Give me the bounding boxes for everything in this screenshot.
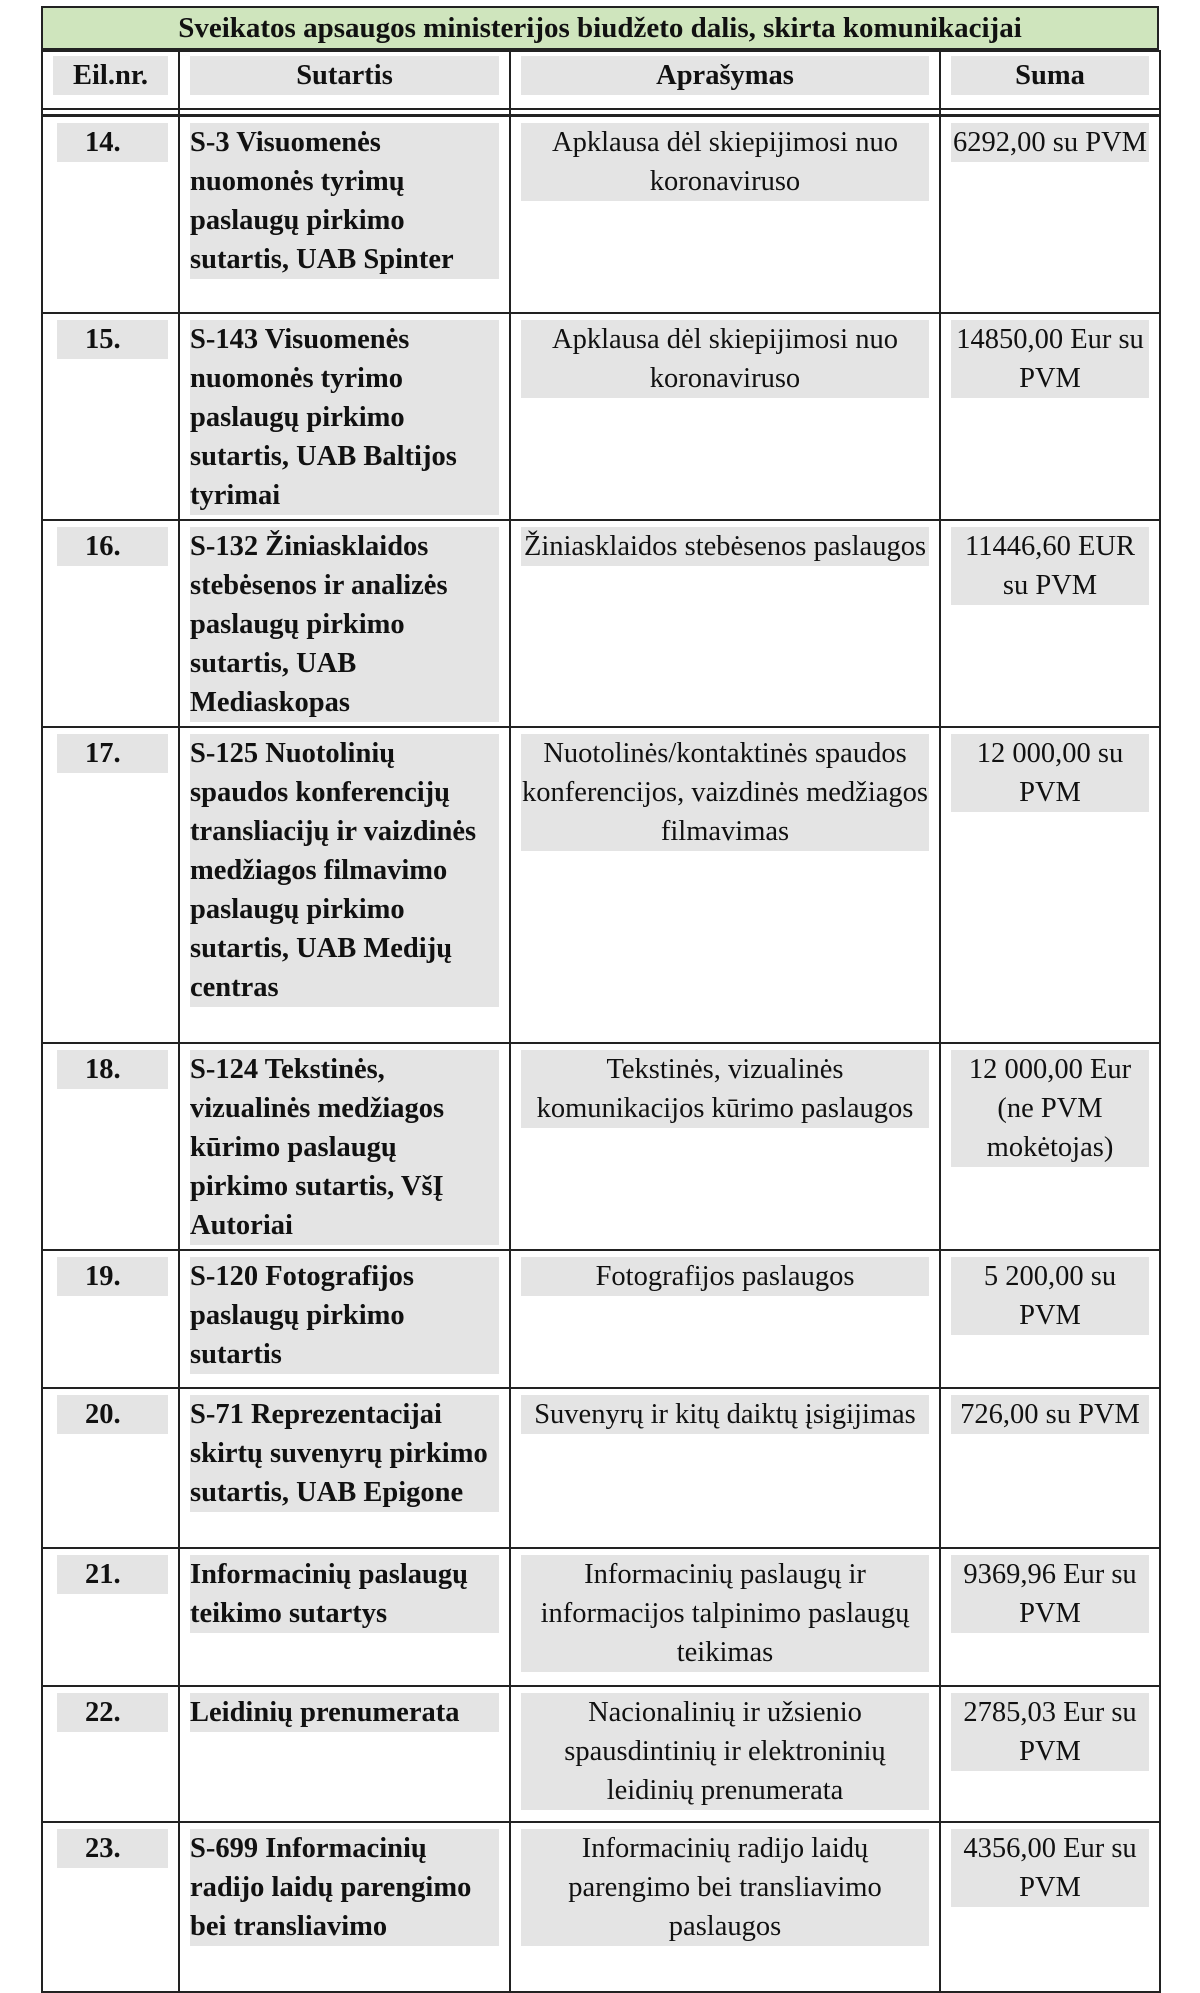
row-number: 17. [42, 727, 179, 1043]
row-description: Nacionalinių ir užsienio spausdintinių ir elektroninių leidinių prenumerata [510, 1686, 940, 1822]
table-row [42, 1388, 1160, 1548]
row-description: Nuotolinės/kontaktinės spaudos konferencijos, vaizdinės medžiagos filmavimas [510, 727, 940, 1043]
row-number: 22. [42, 1686, 179, 1822]
row-number: 19. [42, 1250, 179, 1388]
row-contract: S-125 Nuotolinių spaudos konferencijų transliacijų ir vaizdinės medžiagos filmavimo paslaugų pirkimo sutartis, UAB Medijų centras [179, 727, 510, 1043]
header-no: Eil.nr. [42, 51, 179, 109]
row-contract: S-124 Tekstinės, vizualinės medžiagos kūrimo paslaugų pirkimo sutartis, VšĮ Autoriai [179, 1043, 510, 1250]
document-table-wrapper [41, 6, 1159, 1993]
row-amount: 2785,03 Eur su PVM [940, 1686, 1160, 1822]
row-description: Informacinių paslaugų ir informacijos talpinimo paslaugų teikimas [510, 1548, 940, 1686]
header-contract: Sutartis [179, 51, 510, 109]
row-number: 15. [42, 313, 179, 520]
table-body [42, 115, 1160, 1992]
row-amount: 726,00 su PVM [940, 1388, 1160, 1548]
row-amount: 12 000,00 Eur (ne PVM mokėtojas) [940, 1043, 1160, 1250]
row-description: Informacinių radijo laidų parengimo bei transliavimo paslaugos [510, 1822, 940, 1992]
row-amount: 9369,96 Eur su PVM [940, 1548, 1160, 1686]
table-row [42, 1686, 1160, 1822]
row-amount: 14850,00 Eur su PVM [940, 313, 1160, 520]
row-amount: 4356,00 Eur su PVM [940, 1822, 1160, 1992]
row-contract: S-132 Žiniasklaidos stebėsenos ir analizės paslaugų pirkimo sutartis, UAB Mediaskopas [179, 520, 510, 727]
row-number: 16. [42, 520, 179, 727]
row-number: 23. [42, 1822, 179, 1992]
communication-budget-table [41, 50, 1161, 1993]
row-amount: 6292,00 su PVM [940, 115, 1160, 313]
table-row [42, 1043, 1160, 1250]
row-description: Žiniasklaidos stebėsenos paslaugos [510, 520, 940, 727]
header-row [42, 51, 1160, 109]
table-title: Sveikatos apsaugos ministerijos biudžeto dalis, skirta komunikacijai [41, 6, 1159, 50]
row-contract: Leidinių prenumerata [179, 1686, 510, 1822]
row-description: Tekstinės, vizualinės komunikacijos kūrimo paslaugos [510, 1043, 940, 1250]
row-description: Apklausa dėl skiepijimosi nuo koronaviruso [510, 115, 940, 313]
table-row [42, 520, 1160, 727]
row-contract: S-71 Reprezentacijai skirtų suvenyrų pirkimo sutartis, UAB Epigone [179, 1388, 510, 1548]
table-row [42, 1250, 1160, 1388]
row-description: Fotografijos paslaugos [510, 1250, 940, 1388]
table-row [42, 727, 1160, 1043]
row-number: 21. [42, 1548, 179, 1686]
row-amount: 12 000,00 su PVM [940, 727, 1160, 1043]
header-amount: Suma [940, 51, 1160, 109]
table-row [42, 1822, 1160, 1992]
table-row [42, 115, 1160, 313]
row-number: 14. [42, 115, 179, 313]
row-contract: S-143 Visuomenės nuomonės tyrimo paslaugų pirkimo sutartis, UAB Baltijos tyrimai [179, 313, 510, 520]
table-row [42, 1548, 1160, 1686]
header-description: Aprašymas [510, 51, 940, 109]
row-contract: Informacinių paslaugų teikimo sutartys [179, 1548, 510, 1686]
row-description: Suvenyrų ir kitų daiktų įsigijimas [510, 1388, 940, 1548]
row-description: Apklausa dėl skiepijimosi nuo koronaviruso [510, 313, 940, 520]
table-row [42, 313, 1160, 520]
row-number: 20. [42, 1388, 179, 1548]
row-amount: 11446,60 EUR su PVM [940, 520, 1160, 727]
row-contract: S-120 Fotografijos paslaugų pirkimo sutartis [179, 1250, 510, 1388]
row-contract: S-3 Visuomenės nuomonės tyrimų paslaugų pirkimo sutartis, UAB Spinter [179, 115, 510, 313]
row-amount: 5 200,00 su PVM [940, 1250, 1160, 1388]
row-contract: S-699 Informacinių radijo laidų parengimo bei transliavimo [179, 1822, 510, 1992]
row-number: 18. [42, 1043, 179, 1250]
